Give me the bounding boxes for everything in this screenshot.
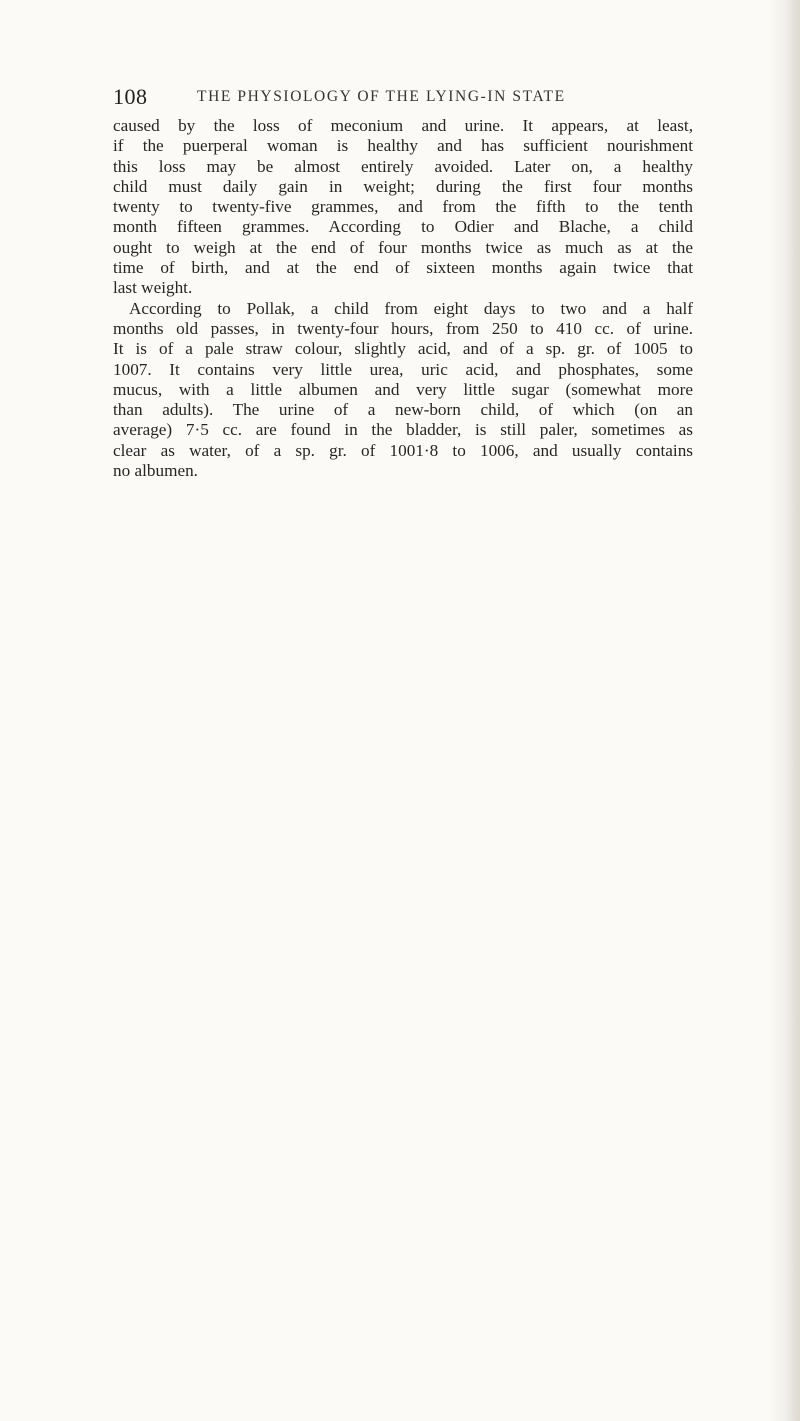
text-line: months old passes, in twenty-four hours, from 250 to 410 cc. of urine. — [113, 318, 693, 338]
page-header — [113, 84, 693, 110]
page-edge-shadow — [786, 0, 800, 1421]
text-line: According to Pollak, a child from eight days to two and a half — [129, 298, 693, 318]
body-text — [113, 116, 693, 481]
text-line: time of birth, and at the end of sixteen months again twice that — [113, 258, 693, 278]
text-line: ought to weigh at the end of four months twice as much as at the — [113, 237, 693, 257]
text-line: twenty to twenty-five grammes, and from the fifth to the tenth — [113, 197, 693, 217]
text-line: clear as water, of a sp. gr. of 1001·8 to 1006, and usually contains — [113, 440, 693, 460]
text-line: caused by the loss of meconium and urine. It appears, at least, — [113, 116, 693, 135]
text-line: 1007. It contains very little urea, uric acid, and phosphates, some — [113, 359, 693, 379]
text-line: last weight. — [113, 278, 193, 298]
running-head: THE PHYSIOLOGY OF THE LYING-IN STATE — [197, 88, 566, 105]
text-line: mucus, with a little albumen and very little sugar (somewhat more — [113, 379, 693, 399]
text-line: month fifteen grammes. According to Odier and Blache, a child — [113, 217, 693, 237]
text-line: than adults). The urine of a new-born child, of which (on an — [113, 400, 693, 420]
text-line: child must daily gain in weight; during the first four months — [113, 176, 693, 196]
text-line: no albumen. — [113, 461, 198, 481]
page-number: 108 — [113, 84, 148, 109]
text-line: It is of a pale straw colour, slightly acid, and of a sp. gr. of 1005 to — [113, 339, 693, 359]
text-line: this loss may be almost entirely avoided. Later on, a healthy — [113, 156, 693, 176]
text-line: if the puerperal woman is healthy and has sufficient nourishment — [113, 136, 693, 156]
text-line: average) 7·5 cc. are found in the bladder, is still paler, sometimes as — [113, 420, 693, 440]
